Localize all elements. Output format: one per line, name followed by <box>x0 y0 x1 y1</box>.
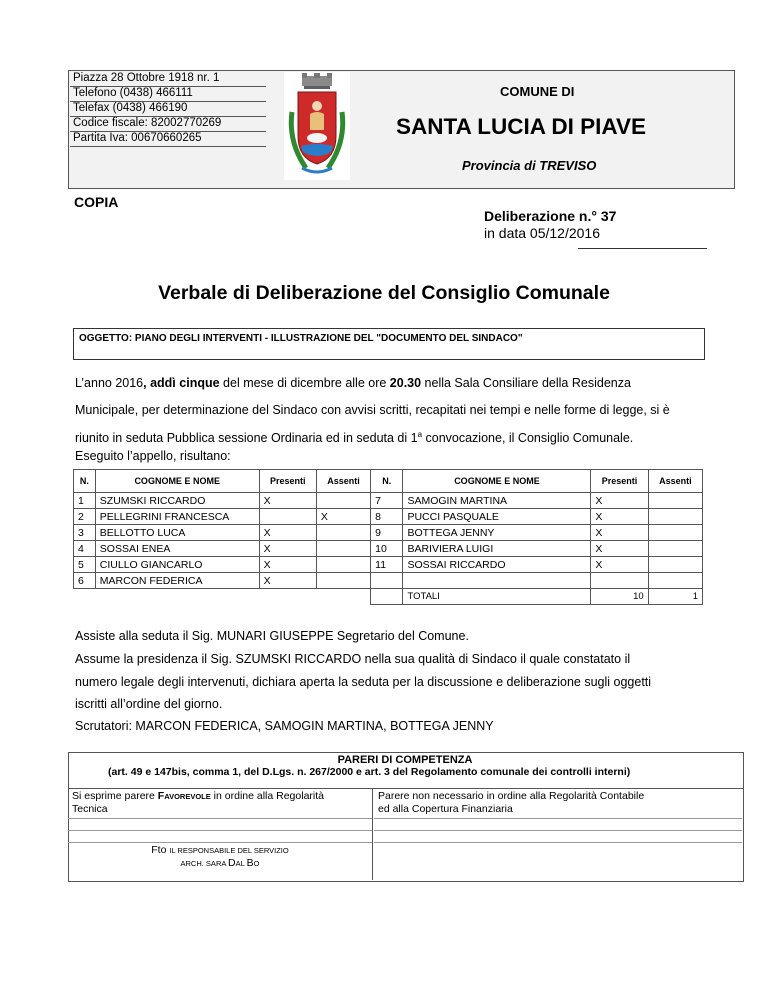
table-row <box>74 573 703 589</box>
intro-line-3 <box>75 430 633 445</box>
col-header-name: COGNOME E NOME <box>403 470 591 493</box>
responsabile-name: O <box>253 859 260 868</box>
col-header-presenti: Presenti <box>591 470 648 493</box>
member-name <box>403 573 591 589</box>
assume-line-2: numero legale degli intervenuti, dichiara aperta la seduta per la discussione e deliberazione sugli oggetti <box>75 675 652 689</box>
col-header-name: COGNOME E NOME <box>95 470 259 493</box>
member-number: 10 <box>371 541 403 557</box>
intro-superscript: a <box>417 430 423 439</box>
parere-tecnica-text: in ordine alla Regolarità <box>210 790 324 802</box>
responsabile-name: AL <box>235 859 247 868</box>
member-number <box>371 573 403 589</box>
assenti-mark <box>648 509 702 525</box>
presenti-mark: X <box>259 493 316 509</box>
assenti-mark <box>648 573 702 589</box>
responsabile-name: ARCH. SARA <box>180 859 229 868</box>
table-header-row <box>74 470 703 493</box>
intro-seduta: riunito in seduta Pubblica sessione Ordinaria ed in seduta di 1 <box>75 431 418 446</box>
assenti-mark <box>316 525 370 541</box>
pareri-rule <box>68 842 372 843</box>
contact-codice-fiscale: Codice fiscale: 82002770269 <box>70 117 266 132</box>
intro-line-1 <box>75 376 631 390</box>
pareri-rule <box>374 830 742 831</box>
member-number: 8 <box>371 509 403 525</box>
member-number: 3 <box>74 525 96 541</box>
responsabile-title: IL RESPONSABILE DEL SERVIZIO <box>169 846 289 855</box>
presenti-mark: X <box>591 525 648 541</box>
assenti-mark <box>648 493 702 509</box>
col-header-assenti: Assenti <box>648 470 702 493</box>
col-header-presenti: Presenti <box>259 470 316 493</box>
totals-presenti: 10 <box>591 589 648 605</box>
member-number: 7 <box>371 493 403 509</box>
member-number: 1 <box>74 493 96 509</box>
intro-comma: , addì <box>143 376 180 390</box>
assenti-mark <box>316 557 370 573</box>
totals-row <box>74 589 703 605</box>
presenti-mark: X <box>259 541 316 557</box>
totals-label: TOTALI <box>403 589 591 605</box>
table-row <box>74 509 703 525</box>
pareri-rule <box>68 818 372 819</box>
col-header-n: N. <box>371 470 403 493</box>
intro-year: L’anno 2016 <box>75 376 144 390</box>
responsabile-signature <box>68 844 372 870</box>
totals-assenti: 1 <box>648 589 702 605</box>
divider-line <box>578 248 707 249</box>
assenti-mark <box>316 493 370 509</box>
contact-info <box>70 72 266 147</box>
parere-tecnica <box>72 790 368 816</box>
deliberazione-date: in data 05/12/2016 <box>484 225 600 241</box>
parere-tecnica-text: Si esprime parere <box>72 790 158 802</box>
member-name: BELLOTTO LUCA <box>95 525 259 541</box>
provincia-label: Provincia di TREVISO <box>462 158 597 173</box>
intro-place: nella Sala Consiliare della Residenza <box>421 376 631 390</box>
member-name: SAMOGIN MARTINA <box>403 493 591 509</box>
pareri-rule <box>68 830 372 831</box>
assiste-line: Assiste alla seduta il Sig. MUNARI GIUSEPPE Segretario del Comune. <box>75 629 469 643</box>
totals-empty-cell <box>371 589 403 605</box>
member-name: CIULLO GIANCARLO <box>95 557 259 573</box>
parere-contabile-text: Parere non necessario in ordine alla Regolarità Contabile <box>378 790 645 802</box>
member-number: 9 <box>371 525 403 541</box>
member-name: PELLEGRINI FRANCESCA <box>95 509 259 525</box>
member-name: MARCON FEDERICA <box>95 573 259 589</box>
parere-tecnica-label: Tecnica <box>72 803 108 815</box>
attendance-table <box>73 469 703 605</box>
totals-spacer <box>74 589 371 605</box>
contact-phone: Telefono (0438) 466111 <box>70 87 266 102</box>
intro-day: cinque <box>179 376 220 390</box>
col-header-n: N. <box>74 470 96 493</box>
contact-partita-iva: Partita Iva: 00670660265 <box>70 132 266 147</box>
intro-convocazione: convocazione, il Consiglio Comunale. <box>422 431 634 446</box>
pareri-subtitle: (art. 49 e 147bis, comma 1, del D.Lgs. n. 267/2000 e art. 3 del Regolamento comunale dei controlli interni) <box>108 766 631 778</box>
member-number: 5 <box>74 557 96 573</box>
member-name: PUCCI PASQUALE <box>403 509 591 525</box>
intro-line-4: Eseguito l’appello, risultano: <box>75 449 231 463</box>
parere-favorevole-initial: F <box>157 790 165 802</box>
intro-line-2: Municipale, per determinazione del Sindaco con avvisi scritti, recapitati nei tempi e nelle forme di legge, si è <box>75 403 670 417</box>
pareri-header-line <box>68 788 743 789</box>
intro-time: 20.30 <box>389 376 422 390</box>
assume-line-3: iscritti all’ordine del giorno. <box>75 697 223 711</box>
member-number: 2 <box>74 509 96 525</box>
col-header-assenti: Assenti <box>316 470 370 493</box>
oggetto-text: OGGETTO: PIANO DEGLI INTERVENTI - ILLUSTRAZIONE DEL "DOCUMENTO DEL SINDACO" <box>79 333 523 344</box>
member-name: SZUMSKI RICCARDO <box>95 493 259 509</box>
pareri-title: PARERI DI COMPETENZA <box>337 754 473 766</box>
presenti-mark: X <box>591 493 648 509</box>
member-name: BARIVIERA LUIGI <box>403 541 591 557</box>
parere-favorevole: AVOREVOLE <box>164 792 211 801</box>
assenti-mark <box>316 573 370 589</box>
copia-label: COPIA <box>74 194 119 210</box>
presenti-mark <box>591 573 648 589</box>
member-number: 4 <box>74 541 96 557</box>
comune-name: SANTA LUCIA DI PIAVE <box>396 114 647 139</box>
table-row <box>74 493 703 509</box>
assenti-mark <box>316 541 370 557</box>
parere-contabile-text: ed alla Copertura Finanziaria <box>378 803 513 815</box>
assenti-mark <box>648 541 702 557</box>
parere-contabile <box>378 790 738 816</box>
pareri-column-divider <box>372 788 373 880</box>
responsabile-name: D <box>228 857 236 869</box>
member-name: SOSSAI RICCARDO <box>403 557 591 573</box>
table-row <box>74 541 703 557</box>
page-title: Verbale di Deliberazione del Consiglio Comunale <box>158 282 610 304</box>
assume-line-1: Assume la presidenza il Sig. SZUMSKI RICCARDO nella sua qualità di Sindaco il quale constatato il <box>75 652 631 666</box>
member-number: 6 <box>74 573 96 589</box>
presenti-mark: X <box>591 557 648 573</box>
municipal-crest-logo <box>284 72 350 180</box>
assenti-mark <box>648 525 702 541</box>
member-number: 11 <box>371 557 403 573</box>
presenti-mark <box>259 509 316 525</box>
intro-month: del mese di dicembre alle ore <box>219 376 390 390</box>
assenti-mark <box>648 557 702 573</box>
presenti-mark: X <box>259 573 316 589</box>
contact-fax: Telefax (0438) 466190 <box>70 102 266 117</box>
responsabile-name: B <box>246 857 254 869</box>
scrutatori-line: Scrutatori: MARCON FEDERICA, SAMOGIN MARTINA, BOTTEGA JENNY <box>75 719 494 733</box>
table-row <box>74 557 703 573</box>
presenti-mark: X <box>591 541 648 557</box>
deliberazione-number: Deliberazione n.° 37 <box>484 208 617 224</box>
table-row <box>74 525 703 541</box>
presenti-mark: X <box>259 525 316 541</box>
pareri-rule <box>374 842 742 843</box>
comune-di-label: COMUNE DI <box>500 84 575 99</box>
member-name: SOSSAI ENEA <box>95 541 259 557</box>
pareri-rule <box>374 818 742 819</box>
fto-label: Fto <box>151 844 170 856</box>
presenti-mark: X <box>591 509 648 525</box>
assenti-mark: X <box>316 509 370 525</box>
member-name: BOTTEGA JENNY <box>403 525 591 541</box>
contact-address: Piazza 28 Ottobre 1918 nr. 1 <box>70 72 266 87</box>
presenti-mark: X <box>259 557 316 573</box>
